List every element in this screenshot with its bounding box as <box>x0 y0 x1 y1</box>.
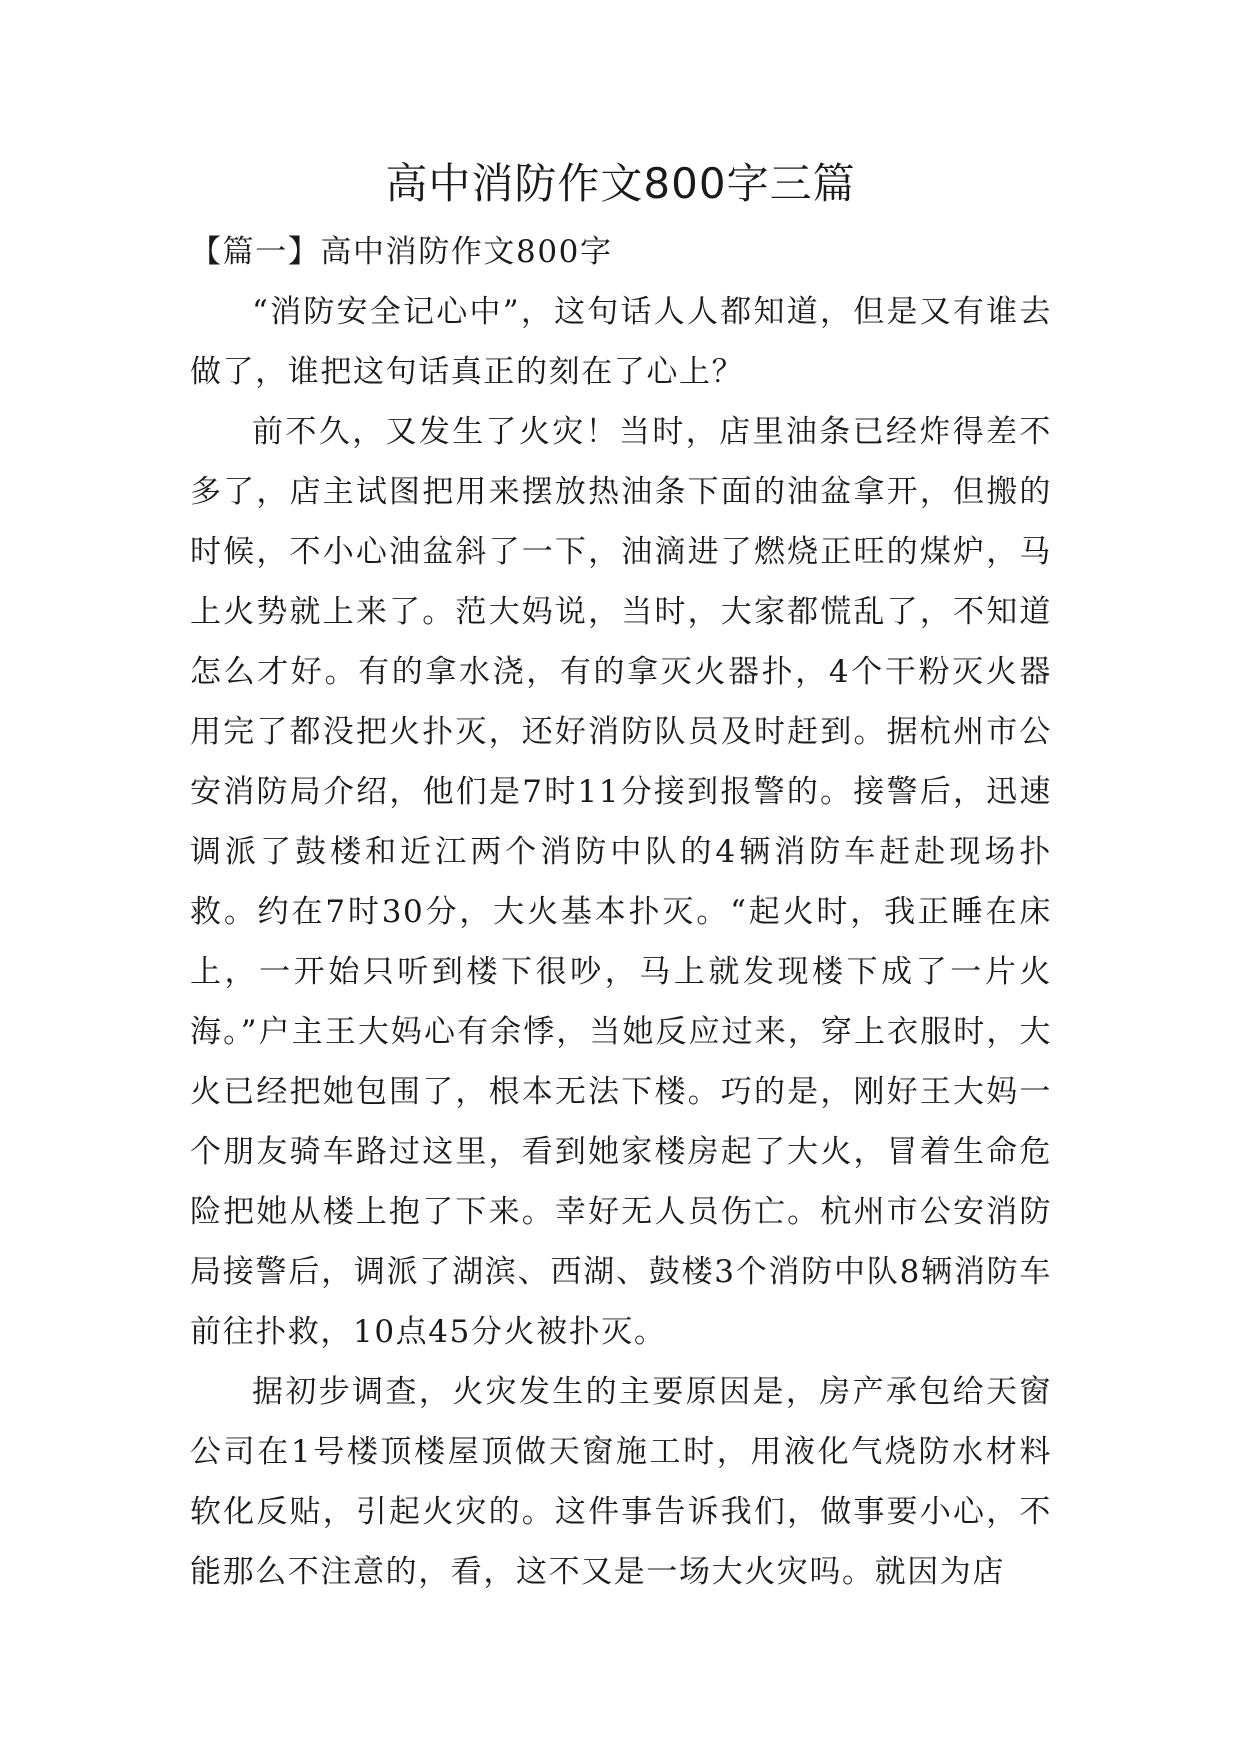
paragraph-1: “消防安全记心中”，这句话人人都知道，但是又有谁去做了，谁把这句话真正的刻在了心上？ <box>190 294 1052 390</box>
paragraph-3: 据初步调查，火灾发生的主要原因是，房产承包给天窗公司在1号楼顶楼屋顶做天窗施工时，用液化气烧防水材料软化反贴，引起火灾的。这件事告诉我们，做事要小心，不能那么不注意的，看，这不又是一场大火灾吗。就因为店 <box>190 1374 1052 1590</box>
document-title: 高中消防作文800字三篇 <box>385 159 856 208</box>
paragraph-2: 前不久，又发生了火灾！当时，店里油条已经炸得差不多了，店主试图把用来摆放热油条下面的油盆拿开，但搬的时候，不小心油盆斜了一下，油滴进了燃烧正旺的煤炉，马上火势就上来了。范大妈说，当时，大家都慌乱了，不知道怎么才好。有的拿水浇，有的拿灭火器扑，4个干粉灭火器用完了都没把火扑灭，还好消防队员及时赶到。据杭州市公安消防局介绍，他们是7时11分接到报警的。接警后，迅速调派了鼓楼和近江两个消防中队的4辆消防车赶赴现场扑救。约在7时30分，大火基本扑灭。“起火时，我正睡在床上，一开始只听到楼下很吵，马上就发现楼下成了一片火海。”户主王大妈心有余悸，当她反应过来，穿上衣服时，大火已经把她包围了，根本无法下楼。巧的是，刚好王大妈一个朋友骑车路过这里，看到她家楼房起了大火，冒着生命危险把她从楼上抱了下来。幸好无人员伤亡。杭州市公安消防局接警后，调派了湖滨、西湖、鼓楼3个消防中队8辆消防车前往扑救，10点45分火被扑灭。 <box>190 414 1052 1350</box>
document-body <box>190 222 1052 1602</box>
section-heading: 【篇一】高中消防作文800字 <box>190 234 613 270</box>
